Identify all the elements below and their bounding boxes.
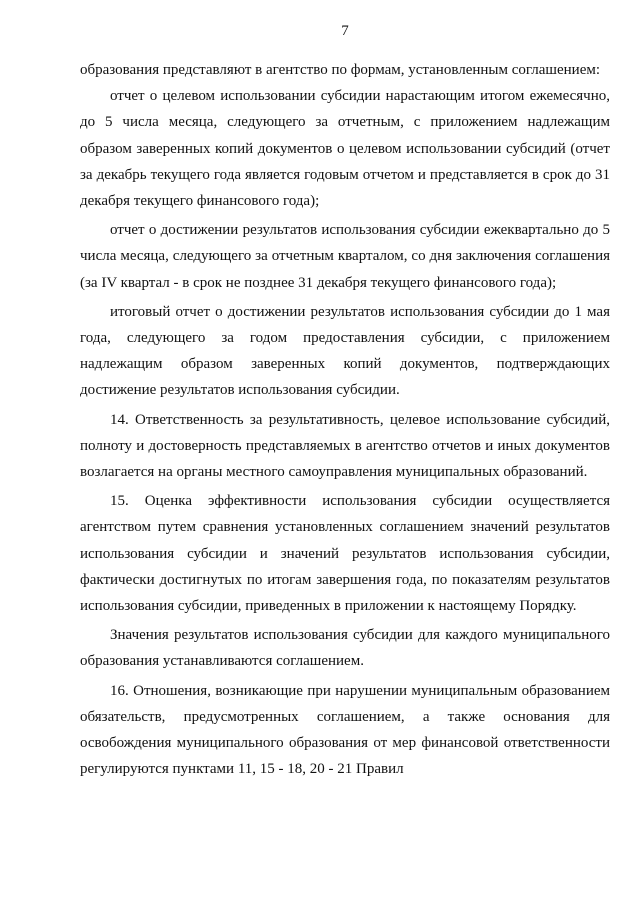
paragraph-item-15: 15. Оценка эффективности использования субсидии осуществляется агентством путем сравнения установленных соглашением значений результатов использования субсидии и значений результатов использования субсидии, фактически достигнутых по итогам завершения года, по показателям результатов использования субсидии, приведенных в приложении к настоящему Порядку.	[80, 493, 610, 615]
paragraph-final-report: итоговый отчет о достижении результатов использования субсидии до 1 мая года, следующего за годом предоставления субсидии, с приложением надлежащим образом заверенных копий документов, подтверждающих достижение результатов использования субсидии.	[80, 303, 610, 399]
paragraph-continuation: образования представляют в агентство по формам, установленным соглашением:	[80, 62, 601, 78]
paragraph-quarterly-report: отчет о достижении результатов использования субсидии ежеквартально до 5 числа месяца, следующего за отчетным кварталом, со дня заключения соглашения (за IV квартал - в срок не позднее 31 декабря текущего финансового года);	[80, 222, 610, 291]
paragraph-monthly-report: отчет о целевом использовании субсидии нарастающим итогом ежемесячно, до 5 числа месяца, следующего за отчетным, с приложением надлежащим образом заверенных копий документов о целевом использовании субсидий (отчет за декабрь текущего года является годовым отчетом и представляется в срок до 31 декабря текущего финансового года);	[80, 88, 610, 210]
paragraph-result-values: Значения результатов использования субсидии для каждого муниципального образования устанавливаются соглашением.	[80, 627, 610, 670]
paragraph-item-16: 16. Отношения, возникающие при нарушении муниципальным образованием обязательств, предусмотренных соглашением, а также основания для освобождения муниципального образования от мер финансовой ответственности регулируются пунктами 11, 15 - 18, 20 - 21 Правил	[80, 682, 610, 778]
page-number: 7	[341, 23, 349, 39]
paragraph-item-14: 14. Ответственность за результативность, целевое использование субсидий, полноту и достоверность представляемых в агентство отчетов и иных документов возлагается на органы местного самоуправления муниципальных образований.	[80, 411, 610, 481]
